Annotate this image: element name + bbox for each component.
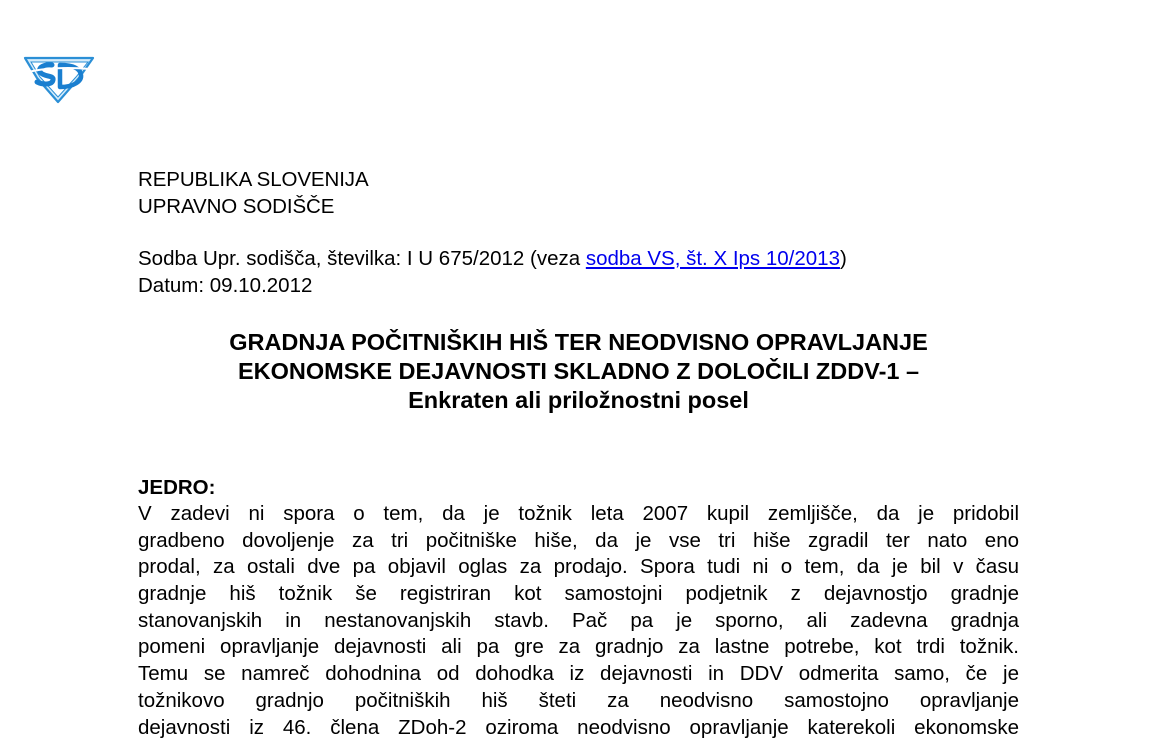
body-line: stanovanjskih in nestanovanjskih stavb. Pač pa je sporno, ali zadevna gradnja (138, 608, 1019, 632)
body-line: prodal, za ostali dve pa objavil oglas za prodajo. Spora tudi ni o tem, da je bil v času (138, 555, 1019, 579)
body-line: tožnikovo gradnjo počitniških hiš šteti za neodvisno samostojno opravljanje (138, 688, 1019, 712)
related-judgment-link[interactable]: sodba VS, št. X Ips 10/2013 (585, 247, 840, 270)
title-line: GRADNJA POČITNIŠKIH HIŠ TER NEODVISNO OPRAVLJANJE (229, 329, 928, 355)
body-line: dejavnosti iz 46. člena ZDoh-2 oziroma neodvisno opravljanje katerekoli ekonomske (138, 715, 1019, 739)
body-line: Temu se namreč dohodnina od dohodka iz dejavnosti in DDV odmerita samo, če je (138, 662, 1019, 686)
court-name: UPRAVNO SODIŠČE (138, 195, 335, 218)
title-line: EKONOMSKE DEJAVNOSTI SKLADNO Z DOLOČILI ZDDV-1 – (237, 358, 920, 384)
jedro-heading: JEDRO: (138, 476, 216, 499)
judgment-date: Datum: 09.10.2012 (138, 274, 313, 297)
judgment-number: Sodba Upr. sodišča, številka: I U 675/2012 (veza (138, 247, 586, 270)
body-line: gradnje hiš tožnik še registriran kot samostojni podjetnik z dejavnostjo gradnje (138, 582, 1019, 606)
jedro-body (138, 501, 1019, 741)
title-line: Enkraten ali priložnostni posel (408, 387, 749, 413)
document-header (138, 166, 369, 220)
country-name: REPUBLIKA SLOVENIJA (138, 168, 369, 191)
judgment-suffix: ) (839, 247, 847, 270)
judgment-number-line (138, 245, 847, 272)
document-title (138, 328, 1019, 415)
court-logo-icon (22, 50, 96, 104)
body-line: gradbeno dovoljenje za tri počitniške hiše, da je vse tri hiše zgradil ter nato eno (138, 528, 1019, 552)
judgment-meta (138, 245, 847, 299)
body-line: V zadevi ni spora o tem, da je tožnik leta 2007 kupil zemljišče, da je pridobil (138, 502, 1019, 525)
body-line: pomeni opravljanje dejavnosti ali pa gre za gradnjo za lastne potrebe, kot trdi tožnik. (138, 635, 1019, 659)
